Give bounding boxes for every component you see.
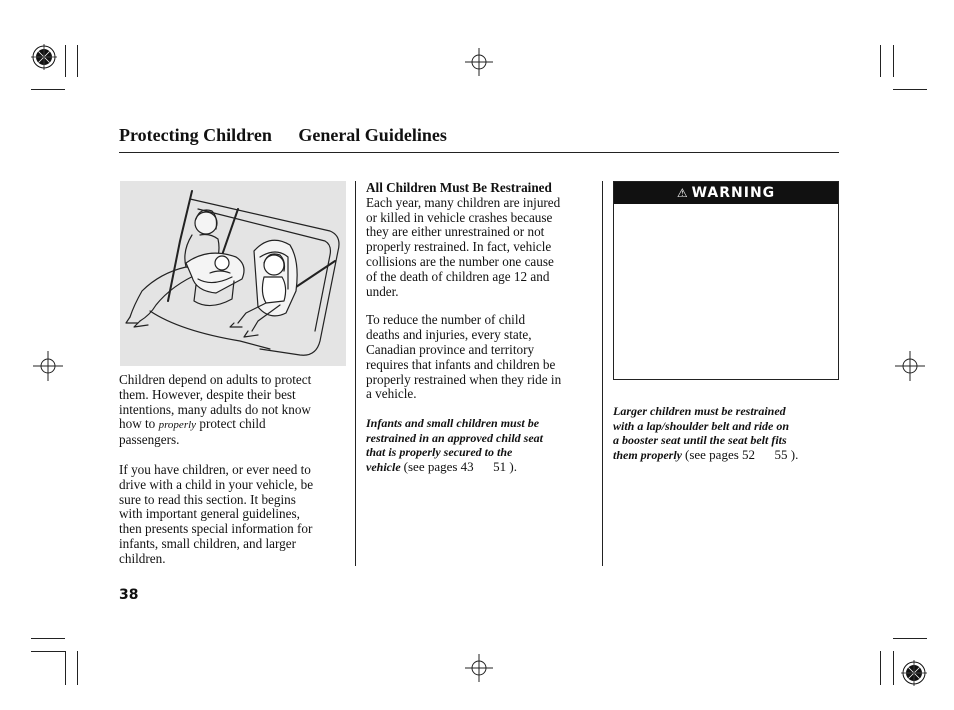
text-line: To reduce the number of child <box>366 312 526 328</box>
text-line: Canadian province and territory <box>366 341 535 357</box>
emphasis-word: them properly <box>613 447 682 462</box>
text-fragment: how to <box>119 416 156 432</box>
larger-children-note <box>613 404 845 462</box>
car-seat-drawing-icon <box>120 181 346 366</box>
crop-mark <box>893 651 894 685</box>
text-line: drive with a child in your vehicle, be <box>119 476 314 492</box>
section-title: Protecting Children <box>119 125 272 145</box>
left-column <box>119 373 347 567</box>
crop-mark <box>65 651 66 685</box>
crop-mark <box>893 89 927 90</box>
text-line: Larger children must be restrained <box>613 404 786 418</box>
text-line: Children depend on adults to protect <box>119 372 312 387</box>
text-line: them. However, despite their best <box>119 386 296 402</box>
intro-paragraph <box>119 373 347 448</box>
text-line: a booster seat until the seat belt fits <box>613 433 787 448</box>
text-line <box>613 448 845 463</box>
crop-mark <box>77 651 78 685</box>
title-rule <box>119 152 839 153</box>
crop-mark <box>65 45 66 77</box>
text-line: that is properly secured to the <box>366 445 513 460</box>
registration-target-icon <box>31 44 57 70</box>
text-line: then presents special information for <box>119 521 313 537</box>
crop-mark <box>880 45 881 77</box>
text-line: of the death of children age 12 and <box>366 268 550 284</box>
text-fragment: protect child <box>199 416 266 432</box>
crop-mark <box>31 651 65 652</box>
text-line: properly restrained when they ride in <box>366 371 562 387</box>
text-line: passengers. <box>119 432 180 448</box>
crosshair-mark-icon <box>33 351 63 381</box>
page-reference: (see pages 52 55 ). <box>685 446 799 462</box>
text-line: or killed in vehicle crashes because <box>366 209 553 225</box>
text-line: properly restrained. In fact, vehicle <box>366 239 552 255</box>
column-divider <box>602 181 603 566</box>
guidance-paragraph <box>119 463 347 567</box>
text-line: Infants and small children must be <box>366 416 540 431</box>
text-line: children. <box>119 550 166 566</box>
crosshair-mark-icon <box>465 48 493 76</box>
law-paragraph <box>366 313 598 402</box>
text-line: with important general guidelines, <box>119 506 300 522</box>
text-line <box>119 417 347 433</box>
section-heading: All Children Must Be Restrained <box>366 180 552 195</box>
text-line <box>366 460 598 475</box>
infant-restraint-note <box>366 416 598 474</box>
crop-mark <box>893 45 894 77</box>
statistics-paragraph <box>366 196 598 300</box>
text-line: Each year, many children are injured <box>366 194 561 210</box>
text-line: restrained in an approved child seat <box>366 430 544 445</box>
middle-column <box>366 181 598 475</box>
text-line: infants, small children, and larger <box>119 535 297 551</box>
warning-triangle-icon: ⚠ <box>676 186 689 200</box>
page-reference: (see pages 43 51 ). <box>403 458 518 474</box>
text-line: deaths and injuries, every state, <box>366 327 532 343</box>
warning-box <box>613 181 839 380</box>
warning-label: WARNING <box>691 185 776 201</box>
subsection-title: General Guidelines <box>298 125 447 145</box>
emphasis-word: vehicle <box>366 459 401 474</box>
emphasis-word: properly <box>158 419 197 432</box>
page-title <box>119 125 447 146</box>
text-line: If you have children, or ever need to <box>119 461 311 477</box>
crop-mark <box>77 45 78 77</box>
page-number: 38 <box>119 587 139 603</box>
crop-mark <box>893 638 927 639</box>
text-line: requires that infants and children be <box>366 356 556 372</box>
text-line: collisions are the number one cause <box>366 253 554 269</box>
text-line: with a lap/shoulder belt and ride on <box>613 418 790 433</box>
text-line: they are either unrestrained or not <box>366 224 545 240</box>
text-line: a vehicle. <box>366 386 417 402</box>
registration-target-icon <box>901 660 927 686</box>
text-line: sure to read this section. It begins <box>119 491 296 507</box>
text-line: under. <box>366 283 399 299</box>
crop-mark <box>31 89 65 90</box>
crosshair-mark-icon <box>895 351 925 381</box>
crop-mark <box>31 638 65 639</box>
column-divider <box>355 181 356 566</box>
crop-mark <box>880 651 881 685</box>
crosshair-mark-icon <box>465 654 493 682</box>
child-seat-illustration <box>120 181 346 366</box>
text-line: intentions, many adults do not know <box>119 401 311 417</box>
warning-header <box>614 182 838 204</box>
